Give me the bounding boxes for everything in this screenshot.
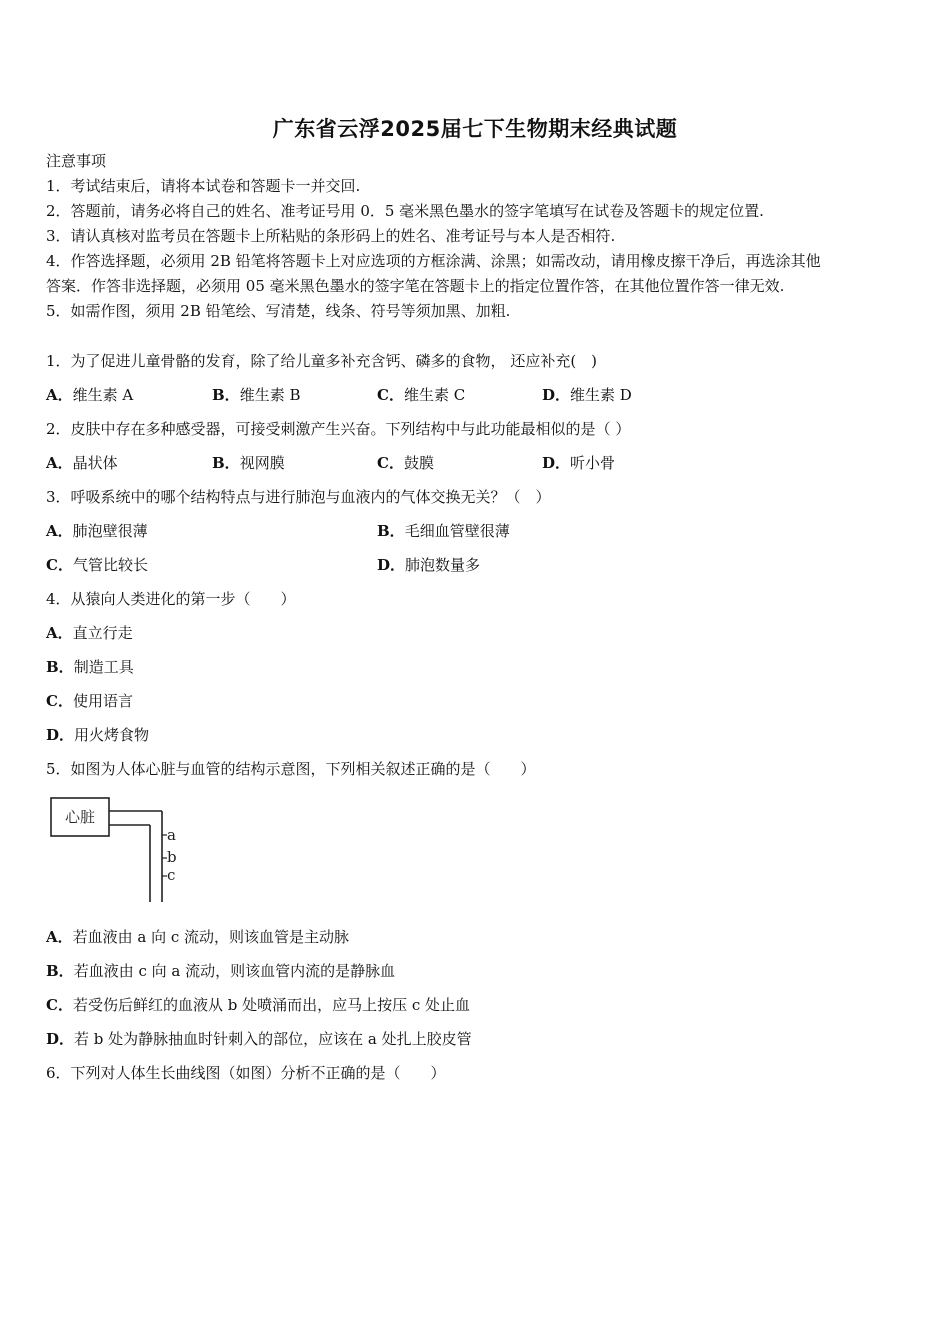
- question-3-option-b: [377, 521, 510, 541]
- option-text: 维生素 D: [570, 386, 632, 404]
- question-2-option-b: [212, 453, 285, 473]
- question-2-stem: 2．皮肤中存在多种感受器，可接受刺激产生兴奋。下列结构中与此功能最相似的是（ ）: [46, 420, 631, 438]
- option-label: C．: [46, 692, 73, 710]
- label-a: a: [167, 826, 176, 844]
- notice-item: 1．考试结束后，请将本试卷和答题卡一并交回.: [46, 177, 361, 195]
- question-5-option-b: [46, 961, 395, 981]
- notice-item: 答案．作答非选择题，必须用 05 毫米黑色墨水的签字笔在答题卡上的指定位置作答，在其他位置作答一律无效.: [46, 277, 785, 295]
- option-text: 视网膜: [239, 454, 285, 472]
- option-text: 肺泡数量多: [405, 556, 481, 574]
- notice-heading: 注意事项: [46, 152, 107, 170]
- option-label: A．: [46, 928, 73, 946]
- option-label: C．: [377, 454, 404, 472]
- option-text: 制造工具: [73, 658, 134, 676]
- option-text: 毛细血管壁很薄: [404, 522, 510, 540]
- heart-box-label: 心脏: [64, 808, 96, 826]
- question-1-stem: 1．为了促进儿童骨骼的发育，除了给儿童多补充含钙、磷多的食物， 还应补充( ): [46, 352, 598, 370]
- option-text: 听小骨: [570, 454, 616, 472]
- notice-item: 3．请认真核对监考员在答题卡上所粘贴的条形码上的姓名、准考证号与本人是否相符.: [46, 227, 616, 245]
- option-label: A．: [46, 624, 73, 642]
- option-label: C．: [377, 386, 404, 404]
- heart-vessel-diagram: [46, 790, 186, 905]
- question-4-option-b: [46, 657, 134, 677]
- option-text: 肺泡壁很薄: [72, 522, 148, 540]
- option-text: 若受伤后鲜红的血液从 b 处喷涌而出，应马上按压 c 处止血: [72, 996, 471, 1014]
- option-text: 若血液由 a 向 c 流动，则该血管是主动脉: [72, 928, 350, 946]
- notice-item: 4．作答选择题，必须用 2B 铅笔将答题卡上对应选项的方框涂满、涂黑；如需改动，请用橡皮擦干净后，再选涂其他: [46, 252, 821, 270]
- option-label: A．: [46, 522, 73, 540]
- question-2-option-d: [542, 453, 615, 473]
- option-label: D．: [46, 726, 75, 744]
- page-title: 广东省云浮2025届七下生物期末经典试题: [272, 117, 678, 141]
- question-4-option-c: [46, 691, 133, 711]
- option-label: C．: [46, 556, 73, 574]
- option-text: 维生素 C: [403, 386, 466, 404]
- option-label: D．: [542, 454, 571, 472]
- option-text: 若 b 处为静脉抽血时针刺入的部位，应该在 a 处扎上胶皮管: [74, 1030, 472, 1048]
- option-label: B．: [212, 386, 240, 404]
- question-5-option-a: [46, 927, 349, 947]
- label-c: c: [167, 866, 176, 884]
- option-text: 用火烤食物: [74, 726, 150, 744]
- option-text: 维生素 A: [72, 386, 134, 404]
- question-3-option-c: [46, 555, 148, 575]
- question-5-option-d: [46, 1029, 472, 1049]
- question-2-option-c: [377, 453, 434, 473]
- option-text: 气管比较长: [72, 556, 148, 574]
- option-text: 若血液由 c 向 a 流动，则该血管内流的是静脉血: [73, 962, 396, 980]
- question-3-option-a: [46, 521, 148, 541]
- label-b: b: [167, 848, 177, 866]
- question-3-stem: 3．呼吸系统中的哪个结构特点与进行肺泡与血液内的气体交换无关？（ ）: [46, 488, 551, 506]
- option-text: 使用语言: [72, 692, 133, 710]
- option-text: 直立行走: [72, 624, 133, 642]
- option-label: D．: [542, 386, 571, 404]
- question-5-stem: 5．如图为人体心脏与血管的结构示意图，下列相关叙述正确的是（ ）: [46, 760, 536, 778]
- notice-item: 5．如需作图，须用 2B 铅笔绘、写清楚，线条、符号等须加黑、加粗.: [46, 302, 511, 320]
- question-1-option-c: [377, 385, 465, 405]
- option-label: D．: [377, 556, 406, 574]
- option-text: 鼓膜: [403, 454, 434, 472]
- option-text: 晶状体: [72, 454, 118, 472]
- option-label: B．: [46, 962, 74, 980]
- option-label: B．: [46, 658, 74, 676]
- option-label: B．: [377, 522, 405, 540]
- question-2-option-a: [46, 453, 118, 473]
- option-text: 维生素 B: [239, 386, 301, 404]
- question-1-option-b: [212, 385, 300, 405]
- notice-item: 2．答题前，请务必将自己的姓名、准考证号用 0．5 毫米黑色墨水的签字笔填写在试卷及答题卡的规定位置.: [46, 202, 764, 220]
- question-6-stem: 6．下列对人体生长曲线图（如图）分析不正确的是（ ）: [46, 1064, 446, 1082]
- question-1-option-a: [46, 385, 133, 405]
- question-5-option-c: [46, 995, 470, 1015]
- option-label: A．: [46, 386, 73, 404]
- option-label: C．: [46, 996, 73, 1014]
- question-3-option-d: [377, 555, 480, 575]
- option-label: D．: [46, 1030, 75, 1048]
- question-1-option-d: [542, 385, 632, 405]
- option-label: A．: [46, 454, 73, 472]
- question-4-option-a: [46, 623, 133, 643]
- question-4-stem: 4．从猿向人类进化的第一步（ ）: [46, 590, 296, 608]
- option-label: B．: [212, 454, 240, 472]
- question-4-option-d: [46, 725, 149, 745]
